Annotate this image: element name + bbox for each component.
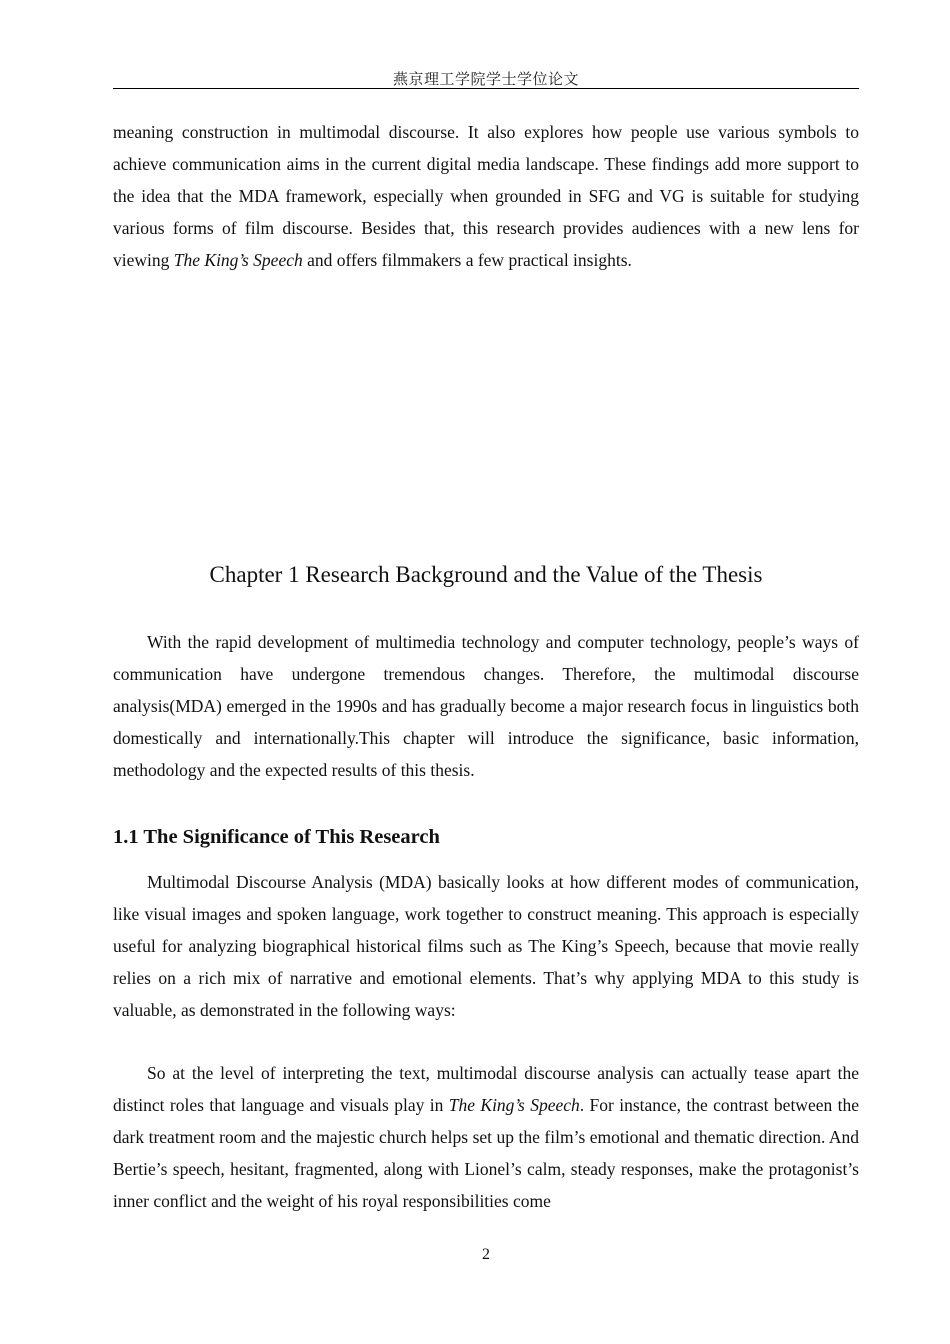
section-paragraph-2 — [113, 1058, 859, 1218]
page-number: 2 — [482, 1246, 490, 1263]
chapter-intro-paragraph: With the rapid development of multimedia technology and computer technology, people’s ways of communication have undergone tremendous changes. Therefore, the multimodal discourse analysis(MDA) emerged in the 1990s and has gradually become a major research focus in linguistics both domestically and internationally.This chapter will introduce the significance, basic information, methodology and the expected results of this thesis. — [113, 632, 859, 780]
film-title-italic: The King’s Speech — [173, 249, 303, 270]
intro-paragraph — [113, 117, 859, 277]
chapter-title: Chapter 1 Research Background and the Value of the Thesis — [209, 562, 763, 587]
intro-paragraph-text-2: and offers filmmakers a few practical insights. — [302, 249, 632, 270]
header-divider — [113, 88, 859, 89]
section-paragraph-1: Multimodal Discourse Analysis (MDA) basically looks at how different modes of communication, like visual images and spoken language, work together to construct meaning. This approach is especially useful for analyzing biographical historical films such as The King’s Speech, because that movie really relies on a rich mix of narrative and emotional elements. That’s why applying MDA to this study is valuable, as demonstrated in the following ways: — [113, 872, 859, 1020]
section-paragraph-2-text-1: So at the level of interpreting the text, multimodal discourse analysis can actually tease apart the distinct roles that language and visuals play in — [113, 1063, 859, 1115]
film-title-italic: The King’s Speech — [448, 1094, 580, 1115]
running-header: 燕京理工学院学士学位论文 — [392, 70, 579, 88]
intro-paragraph-text-1: meaning construction in multimodal discourse. It also explores how people use various symbols to achieve communication aims in the current digital media landscape. These findings add more support to the idea that the MDA framework, especially when grounded in SFG and VG is suitable for studying various forms of film discourse. Besides that, this research provides audiences with a new lens for viewing — [113, 122, 859, 270]
section-title: 1.1 The Significance of This Research — [113, 826, 440, 848]
section-paragraph-2-text-2: . For instance, the contrast between the dark treatment room and the majestic church helps set up the film’s emotional and thematic direction. And Bertie’s speech, hesitant, fragmented, along with Lionel’s calm, steady responses, make the protagonist’s inner conflict and the weight of his royal responsibilities come — [113, 1094, 859, 1211]
